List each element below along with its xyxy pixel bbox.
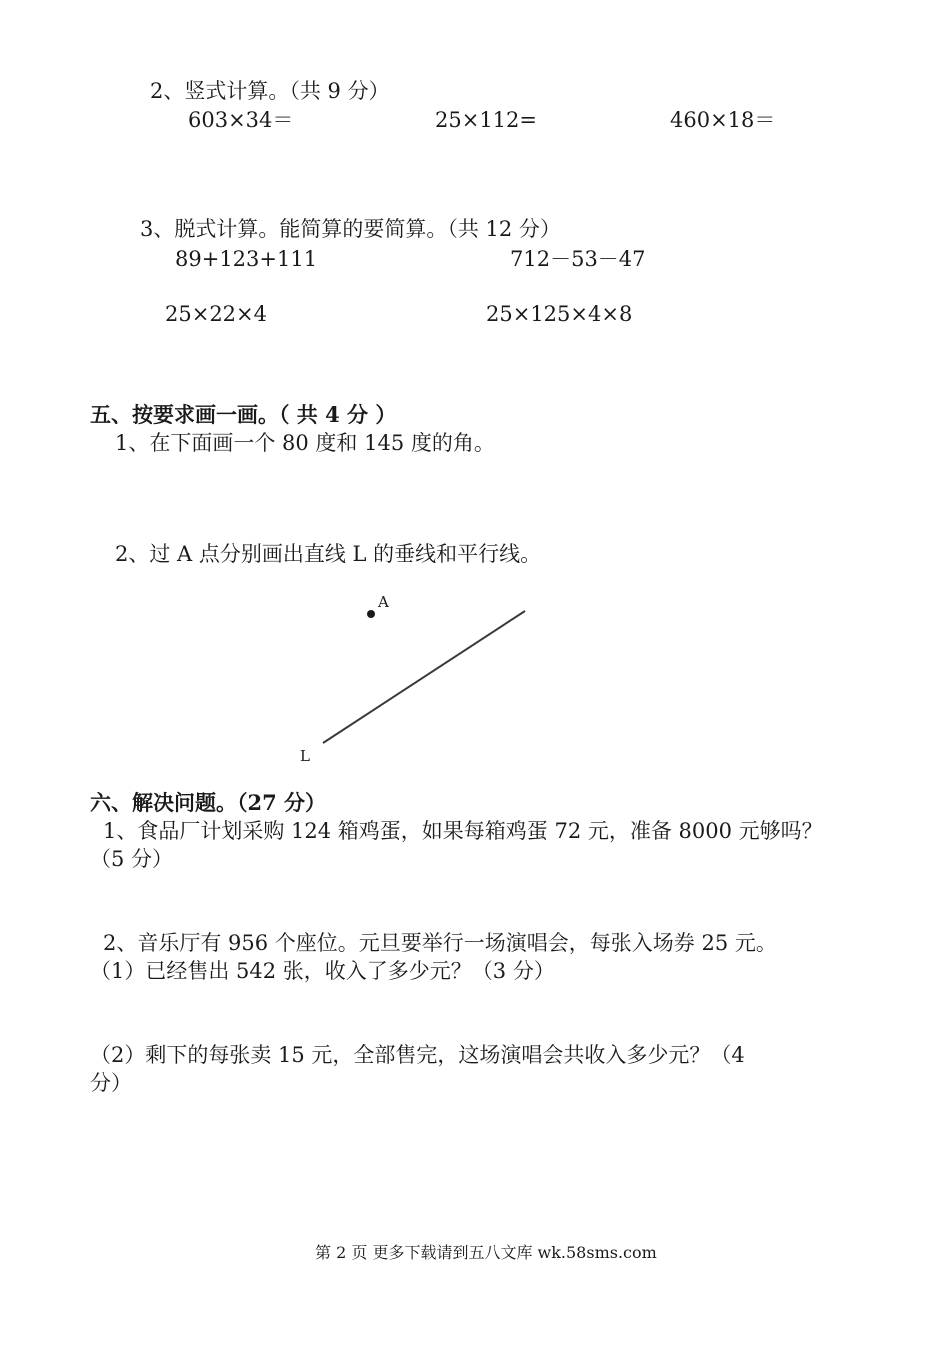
calc-item: 603×34＝ — [188, 108, 294, 132]
calc-item: 25×125×4×8 — [486, 302, 633, 326]
section-5-heading: 五、按要求画一画。（ 共 4 分 ） — [90, 402, 397, 427]
question-draw-lines: 2、过 A 点分别画出直线 L 的垂线和平行线。 — [115, 542, 542, 566]
line-l-label: L — [300, 747, 310, 765]
calc-item: 25×112= — [435, 108, 537, 132]
problem-2-intro: 2、音乐厅有 956 个座位。元旦要举行一场演唱会，每张入场券 25 元。 — [103, 931, 777, 955]
point-a-label: A — [378, 593, 389, 611]
line-l — [323, 611, 525, 743]
question-draw-angles: 1、在下面画一个 80 度和 145 度的角。 — [115, 431, 495, 455]
section-6-heading: 六、解决问题。（27 分） — [90, 790, 327, 815]
page-footer: 第 2 页 更多下载请到五八文库 wk.58sms.com — [315, 1243, 657, 1262]
problem-2-part1: （1）已经售出 542 张，收入了多少元？（3 分） — [90, 959, 555, 983]
problem-1-line2: （5 分） — [90, 847, 174, 871]
question-step-calc-title: 3、脱式计算。能简算的要简算。（共 12 分） — [140, 217, 561, 241]
problem-1-line1: 1、食品厂计划采购 124 箱鸡蛋，如果每箱鸡蛋 72 元，准备 8000 元够吗？ — [103, 819, 823, 843]
question-vertical-calc-title: 2、竖式计算。（共 9 分） — [150, 79, 390, 103]
problem-2-part2-line1: （2）剩下的每张卖 15 元，全部售完，这场演唱会共收入多少元？（4 — [90, 1043, 745, 1067]
calc-item: 25×22×4 — [165, 302, 267, 326]
line-and-point-figure — [290, 585, 540, 770]
calc-item: 460×18＝ — [670, 108, 776, 132]
point-a-dot — [367, 610, 375, 618]
calc-item: 89+123+111 — [175, 247, 318, 271]
calc-item: 712－53－47 — [510, 247, 646, 271]
problem-2-part2-line2: 分） — [90, 1071, 132, 1095]
